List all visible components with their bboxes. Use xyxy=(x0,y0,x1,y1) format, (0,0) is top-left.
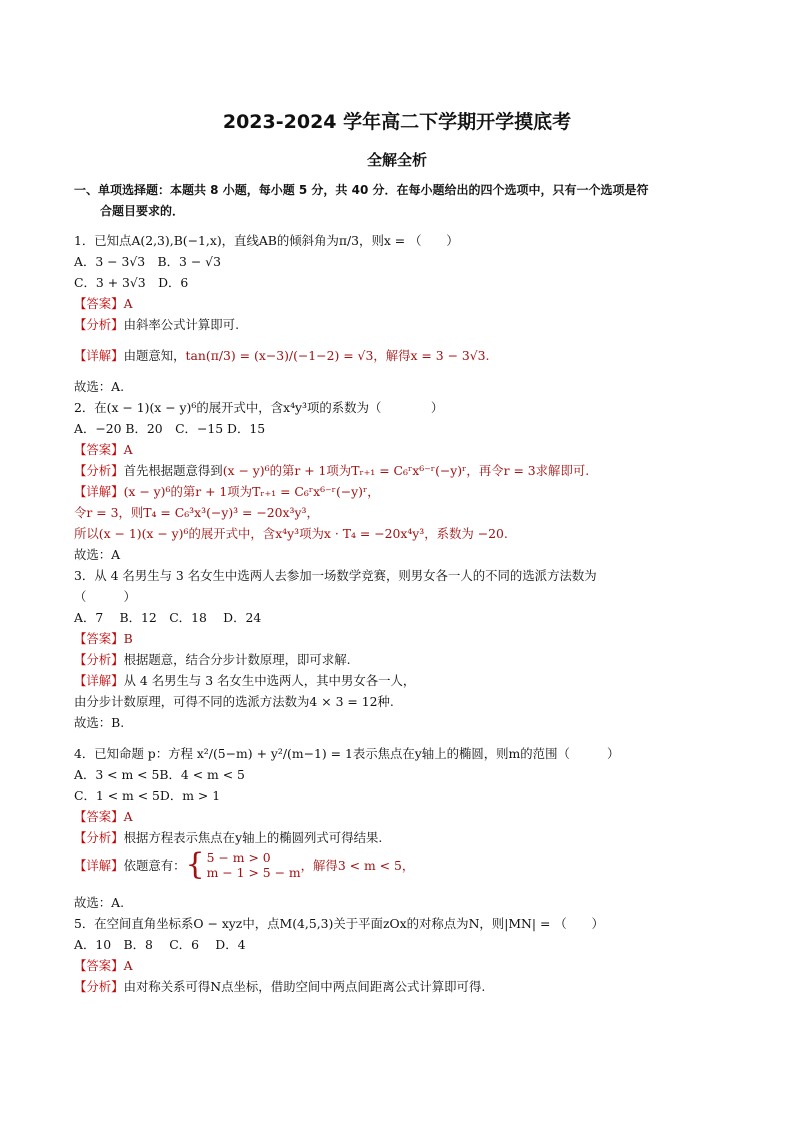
q5-analysis: 【分析】由对称关系可得N点坐标，借助空间中两点间距离公式计算即可得. xyxy=(74,979,486,994)
q3-conclusion: 故选：B. xyxy=(74,715,125,730)
q1-stem: 1．已知点A(2,3),B(−1,x)，直线AB的倾斜角为π/3，则x = （ ） xyxy=(74,233,459,248)
q4-analysis: 【分析】根据方程表示焦点在y轴上的椭圆列式可得结果. xyxy=(74,830,383,845)
document-subtitle: 全解全析 xyxy=(366,151,427,169)
q1-options-ab: A．3 − 3√3 B．3 − √3 xyxy=(74,254,221,269)
q3-stem-cont: （ ） xyxy=(74,589,136,604)
q3-stem: 3．从 4 名男生与 3 名女生中选两人去参加一场数学竞赛，则男女各一人的不同的选派方法数为 xyxy=(74,568,597,583)
q2-analysis: 【分析】首先根据题意得到(x − y)⁶的第r + 1项为Tᵣ₊₁ = C₆ʳx⁶⁻ʳ(−y)ʳ，再令r = 3求解即可. xyxy=(74,463,590,478)
q3-detail-line2: 由分步计数原理，可得不同的选派方法数为4 × 3 = 12种. xyxy=(74,694,394,709)
q3-answer: 【答案】B xyxy=(74,631,133,646)
q5-options: A．10 B．8 C．6 D．4 xyxy=(74,937,246,952)
q4-stem: 4．已知命题 p：方程 x²/(5−m) + y²/(m−1) = 1表示焦点在y轴上的椭圆，则m的范围（ ） xyxy=(74,746,620,761)
section-heading-cont: 合题目要求的． xyxy=(100,204,185,218)
q1-detail: 【详解】由题意知，tan(π/3) = (x−3)/(−1−2) = √3，解得x = 3 − 3√3. xyxy=(74,348,490,363)
q1-conclusion: 故选：A. xyxy=(74,379,125,394)
q4-conclusion: 故选：A. xyxy=(74,895,125,910)
system-line-1: 5 − m > 0 xyxy=(206,850,271,865)
q3-analysis: 【分析】根据题意，结合分步计数原理，即可求解. xyxy=(74,652,351,667)
q2-options: A．−20 B．20 C．−15 D．15 xyxy=(74,421,266,436)
q2-conclusion: 故选：A xyxy=(74,547,121,562)
q4-options-cd: C．1 < m < 5D．m > 1 xyxy=(74,788,221,803)
q1-answer: 【答案】A xyxy=(74,296,133,311)
q4-answer: 【答案】A xyxy=(74,809,133,824)
q5-answer: 【答案】A xyxy=(74,958,133,973)
system-line-2: m − 1 > 5 − m xyxy=(206,865,301,880)
q4-detail: 【详解】 依题意有： { 5 − m > 0 m − 1 > 5 − m ，解得3 < m < 5， xyxy=(74,847,415,882)
q2-detail: 【详解】(x − y)⁶的第r + 1项为Tᵣ₊₁ = C₆ʳx⁶⁻ʳ(−y)ʳ， xyxy=(74,484,380,499)
q2-detail-line3: 令r = 3，则T₄ = C₆³x³(−y)³ = −20x³y³， xyxy=(74,505,319,520)
document-title: 2023-2024 学年高二下学期开学摸底考 xyxy=(222,111,572,133)
q2-detail-line4: 所以(x − 1)(x − y)⁶的展开式中，含x⁴y³项为x · T₄ = −20x⁴y³，系数为 −20. xyxy=(74,526,508,541)
q4-options-ab: A．3 < m < 5B．4 < m < 5 xyxy=(74,767,245,782)
q1-analysis: 【分析】由斜率公式计算即可. xyxy=(74,317,240,332)
q3-options: A．7 B．12 C．18 D．24 xyxy=(74,610,262,625)
brace-system: { 5 − m > 0 m − 1 > 5 − m xyxy=(185,847,301,882)
q5-stem: 5．在空间直角坐标系O − xyz中，点M(4,5,3)关于平面zOx的对称点为N，则|MN| = （ ） xyxy=(74,916,604,931)
q2-stem: 2．在(x − 1)(x − y)⁶的展开式中，含x⁴y³项的系数为（ ） xyxy=(74,400,444,415)
section-heading: 一、单项选择题：本题共 8 小题，每小题 5 分，共 40 分．在每小题给出的四个选项中，只有一个选项是符 xyxy=(74,183,649,197)
q3-detail: 【详解】从 4 名男生与 3 名女生中选两人，其中男女各一人， xyxy=(74,673,416,688)
q2-answer: 【答案】A xyxy=(74,442,133,457)
q1-options-cd: C．3 + 3√3 D．6 xyxy=(74,275,189,290)
document-body xyxy=(74,180,724,997)
